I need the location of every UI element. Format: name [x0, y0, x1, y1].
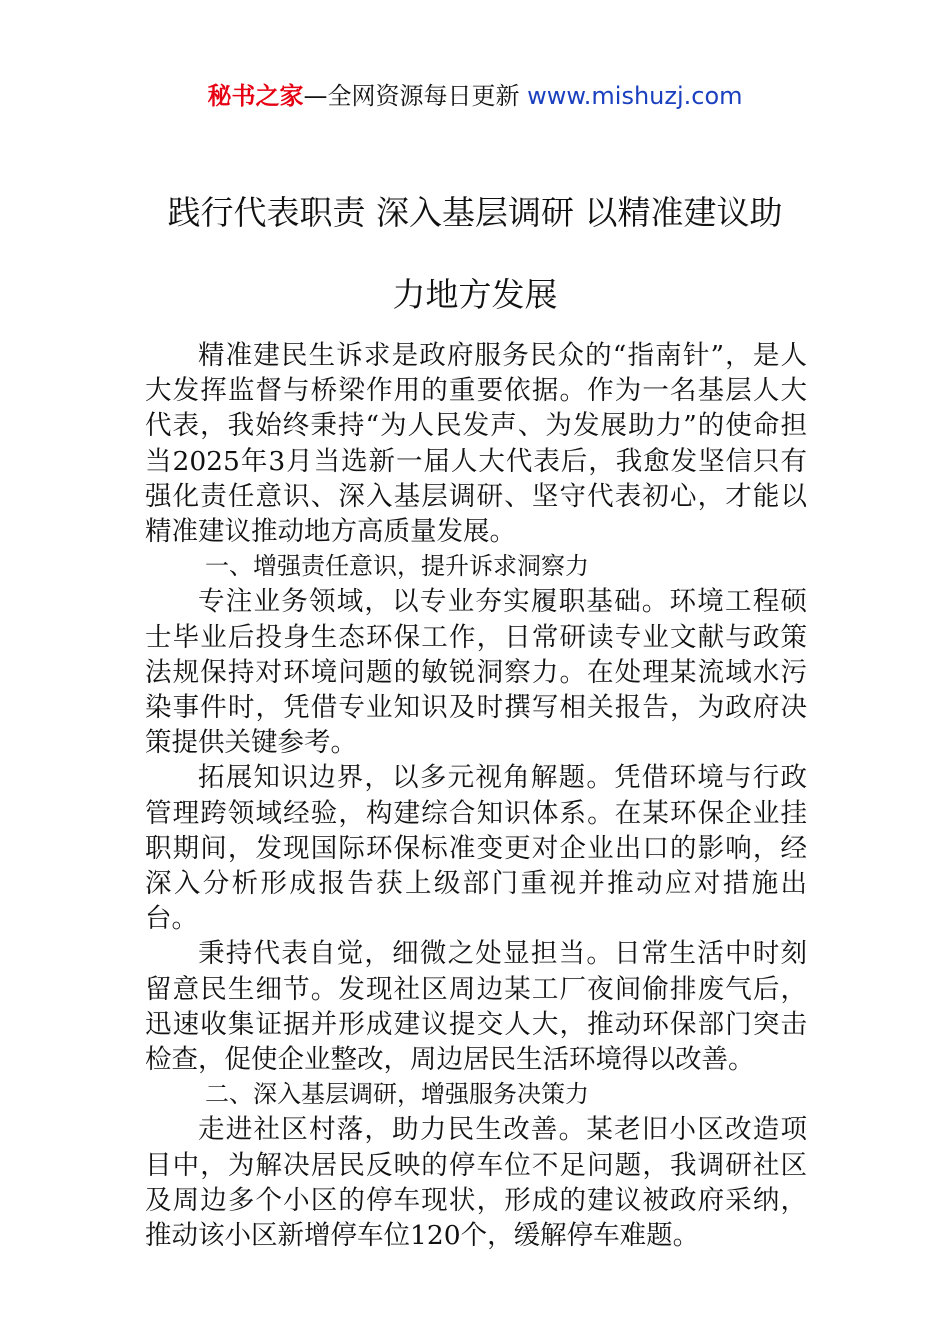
paragraph: 秉持代表自觉，细微之处显担当。日常生活中时刻留意民生细节。发现社区周边某工厂夜间偷排废气后，迅速收集证据并形成建议提交人大，推动环保部门突击检查，促使企业整改，周边居民生活环境得以改善。 — [145, 938, 807, 1076]
paragraph: 专注业务领域，以专业夯实履职基础。环境工程硕士毕业后投身生态环保工作，日常研读专业文献与政策法规保持对环境问题的敏锐洞察力。在处理某流域水污染事件时，凭借专业知识及时撰写相关报告，为政府决策提供关键参考。 — [145, 586, 807, 759]
paragraph: 拓展知识边界，以多元视角解题。凭借环境与行政管理跨领域经验，构建综合知识体系。在某环保企业挂职期间，发现国际环保标准变更对企业出口的影响，经深入分析形成报告获上级部门重视并推动应对措施出台。 — [145, 762, 807, 935]
title-line-1: 践行代表职责 深入基层调研 以精准建议助 — [167, 193, 783, 232]
paragraph-intro: 精准建民生诉求是政府服务民众的“指南针”，是人大发挥监督与桥梁作用的重要依据。作为一名基层人大代表，我始终秉持“为人民发声、为发展助力”的使命担当2025年3月当选新一届人大代表后，我愈发坚信只有强化责任意识、深入基层调研、坚守代表初心，才能以精准建议推动地方高质量发展。 — [145, 340, 807, 548]
brand-name: 秘书之家 — [207, 82, 304, 110]
site-url: www.mishuzj.com — [527, 82, 743, 110]
section-heading-1: 一、增强责任意识，提升诉求洞察力 — [205, 552, 589, 581]
site-header — [0, 78, 950, 114]
document-body — [145, 338, 807, 1253]
title-line-2: 力地方发展 — [392, 275, 558, 314]
paragraph: 走进社区村落，助力民生改善。某老旧小区改造项目中，为解决居民反映的停车位不足问题，我调研社区及周边多个小区的停车现状，形成的建议被政府采纳，推动该小区新增停车位120个，缓解停车难题。 — [145, 1114, 807, 1252]
section-heading-2: 二、深入基层调研，增强服务决策力 — [205, 1080, 589, 1109]
document-title — [140, 172, 810, 336]
header-tagline: —全网资源每日更新 — [303, 82, 528, 110]
